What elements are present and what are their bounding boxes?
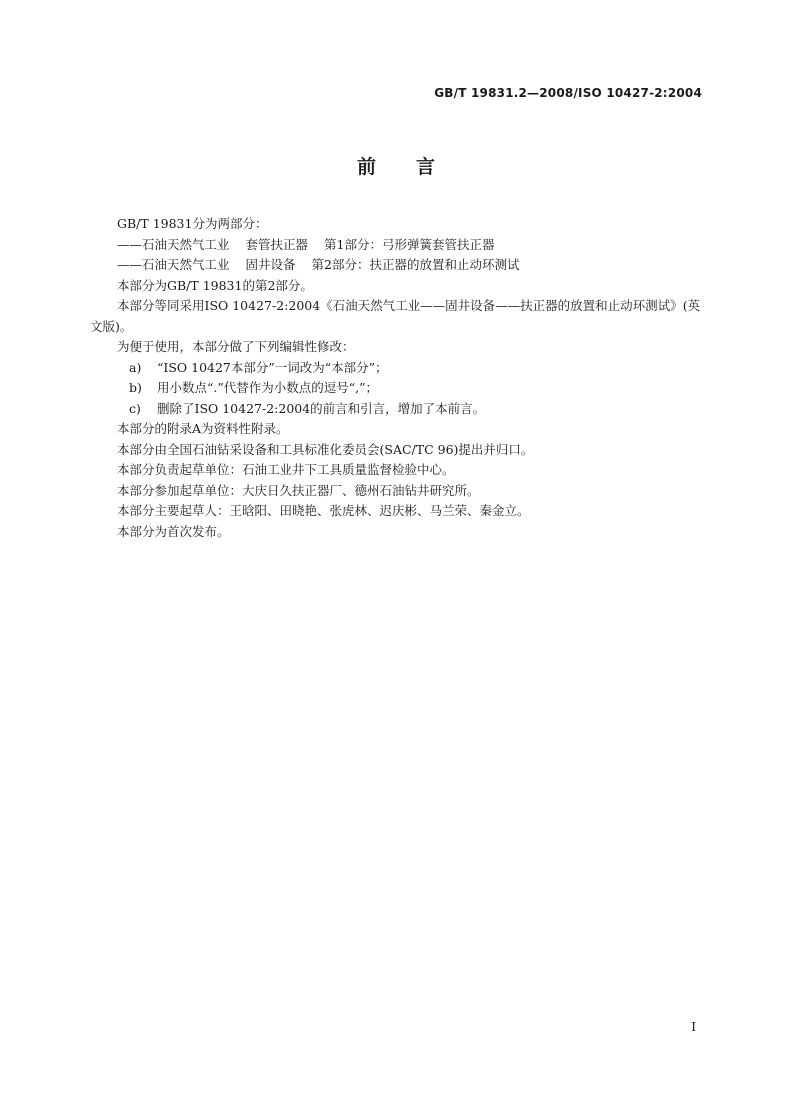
part-1-mid: 套管扶正器 [245, 236, 309, 252]
paragraph-proposer: 本部分由全国石油钻采设备和工具标准化委员会(SAC/TC 96)提出并归口。 [117, 441, 534, 457]
list-text: 删除了ISO 10427-2:2004的前言和引言，增加了本前言。 [157, 400, 486, 416]
list-text: “ISO 10427本部分”一词改为“本部分”； [157, 359, 388, 375]
part-1-prefix: ——石油天然气工业 [117, 236, 230, 252]
part-2-mid: 固井设备 [245, 257, 296, 272]
paragraph-annex: 本部分的附录A为资料性附录。 [117, 421, 289, 436]
standard-code-header: GB/T 19831.2—2008/ISO 10427-2:2004 [434, 86, 702, 100]
list-text: 用小数点“.”代替作为小数点的逗号“,”； [157, 380, 379, 395]
list-marker: c) [129, 400, 141, 416]
paragraph-participating-units: 本部分参加起草单位：大庆日久扶正器厂、德州石油钻井研究所。 [117, 482, 480, 498]
paragraph-first-release: 本部分为首次发布。 [117, 523, 230, 539]
page-title: 前言 [356, 156, 475, 178]
paragraph-adoption: 本部分等同采用ISO 10427-2:2004《石油天然气工业——固井设备——扶正器的放置和止动环测试》(英文版)。 [90, 298, 701, 334]
paragraph-parts: GB/T 19831分为两部分： [117, 216, 268, 231]
paragraph-drafting-unit: 本部分负责起草单位：石油工业井下工具质量监督检验中心。 [117, 462, 455, 477]
part-1-item [90, 235, 702, 256]
paragraph-drafters: 本部分主要起草人：王晗阳、田晓艳、张虎林、迟庆彬、马兰荣、秦金立。 [117, 503, 530, 518]
part-1-suffix: 第1部分：弓形弹簧套管扶正器 [324, 236, 495, 252]
part-2-prefix: ——石油天然气工业 [117, 257, 230, 272]
list-marker: b) [129, 380, 142, 395]
list-marker: a) [129, 359, 142, 375]
page-number: I [691, 1020, 696, 1034]
part-2-item [90, 255, 702, 276]
paragraph-part-number: 本部分为GB/T 19831的第2部分。 [117, 277, 313, 293]
list-item-a [90, 358, 702, 379]
list-item-c [90, 399, 702, 420]
list-item-b [90, 378, 702, 399]
foreword-body [90, 214, 702, 542]
paragraph-editorial: 为便于使用，本部分做了下列编辑性修改： [117, 339, 355, 354]
part-2-suffix: 第2部分：扶正器的放置和止动环测试 [311, 257, 520, 272]
